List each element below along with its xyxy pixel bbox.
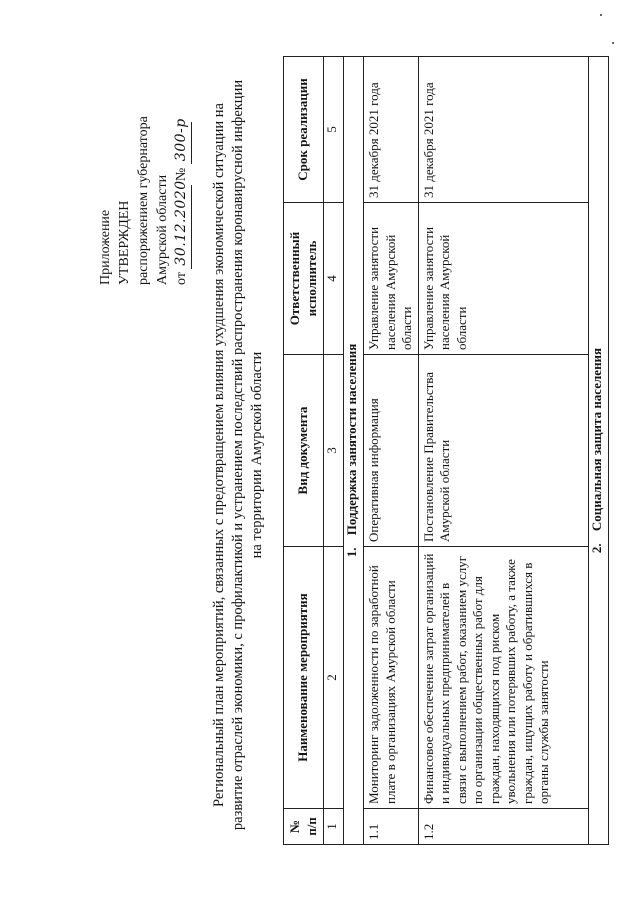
approval-block: [96, 35, 192, 285]
column-number-cell: 3: [324, 355, 344, 547]
column-number-cell: 4: [324, 203, 344, 355]
document-title: [210, 65, 267, 845]
approval-appendix-label: Приложение: [98, 209, 113, 285]
approval-region-label: Амурской области: [155, 174, 170, 285]
row-number: 1.2: [418, 809, 588, 845]
approval-number-sign: №: [174, 167, 189, 182]
approval-date-line: [172, 35, 192, 285]
section-title: Социальная защита населения: [588, 347, 604, 532]
header-cell-number: № п/п: [284, 809, 324, 845]
header-cell-executor: Ответственный исполнитель: [284, 203, 324, 355]
scan-speck: [612, 42, 614, 44]
section-row-employment: [344, 57, 364, 845]
column-numbers-row: [324, 57, 344, 845]
header-cell-measure-name: Наименование мероприятия: [284, 547, 324, 809]
section-title: Поддержка занятости населения: [344, 343, 359, 536]
section-number: 2.: [588, 543, 604, 554]
row-executor: Управление занятости населения Амурской области: [418, 203, 588, 355]
row-term: 31 декабря 2021 года: [364, 57, 419, 203]
title-line-2: развитие отраслей экономики, с профилактикой и устранением последствий распространения коронавирусной инфекции: [230, 79, 246, 831]
title-line-1: Региональный план мероприятий, связанных с предотвращением влияния ухудшения экономической ситуации на: [211, 103, 227, 807]
column-number-cell: 2: [324, 547, 344, 809]
row-document-type: Постановление Правительства Амурской области: [418, 355, 588, 547]
approval-order-label: распоряжением губернатора: [136, 116, 151, 285]
table-row: [364, 57, 419, 845]
row-number: 1.1: [364, 809, 419, 845]
table-header-row: [284, 57, 324, 845]
scan-speck: [600, 14, 602, 16]
section-heading: [344, 57, 364, 845]
column-number-cell: 5: [324, 57, 344, 203]
title-line-3: на территории Амурской области: [249, 351, 265, 559]
table-row: [418, 57, 588, 845]
row-measure-name: Мониторинг задолженности по заработной плате в организациях Амурской области: [364, 547, 419, 809]
approval-date-handwritten: 30.12.2020: [172, 185, 192, 269]
section-heading: [588, 57, 608, 845]
measures-table: [283, 56, 609, 845]
row-measure-name: Финансовое обеспечение затрат организаций и индивидуальных предпринимателей в связи с выполнением работ, оказанием услуг по организации общественных работ для граждан, находящихся под риском увольнения или потерявших работу, а также граждан, ищущих работу и обратившихся в органы службы занятости: [418, 547, 588, 809]
header-cell-document-type: Вид документа: [284, 355, 324, 547]
approval-date-prefix: от: [174, 272, 189, 285]
section-row-social-protection: [588, 57, 608, 845]
row-executor: Управление занятости населения Амурской области: [364, 203, 419, 355]
column-number-cell: 1: [324, 809, 344, 845]
row-document-type: Оперативная информация: [364, 355, 419, 547]
section-number: 1.: [344, 547, 359, 558]
row-term: 31 декабря 2021 года: [418, 57, 588, 203]
approval-number-handwritten: 300-р: [172, 122, 192, 164]
header-cell-term: Срок реализации: [284, 57, 324, 203]
approval-approved-label: УТВЕРЖДЕН: [117, 200, 132, 285]
